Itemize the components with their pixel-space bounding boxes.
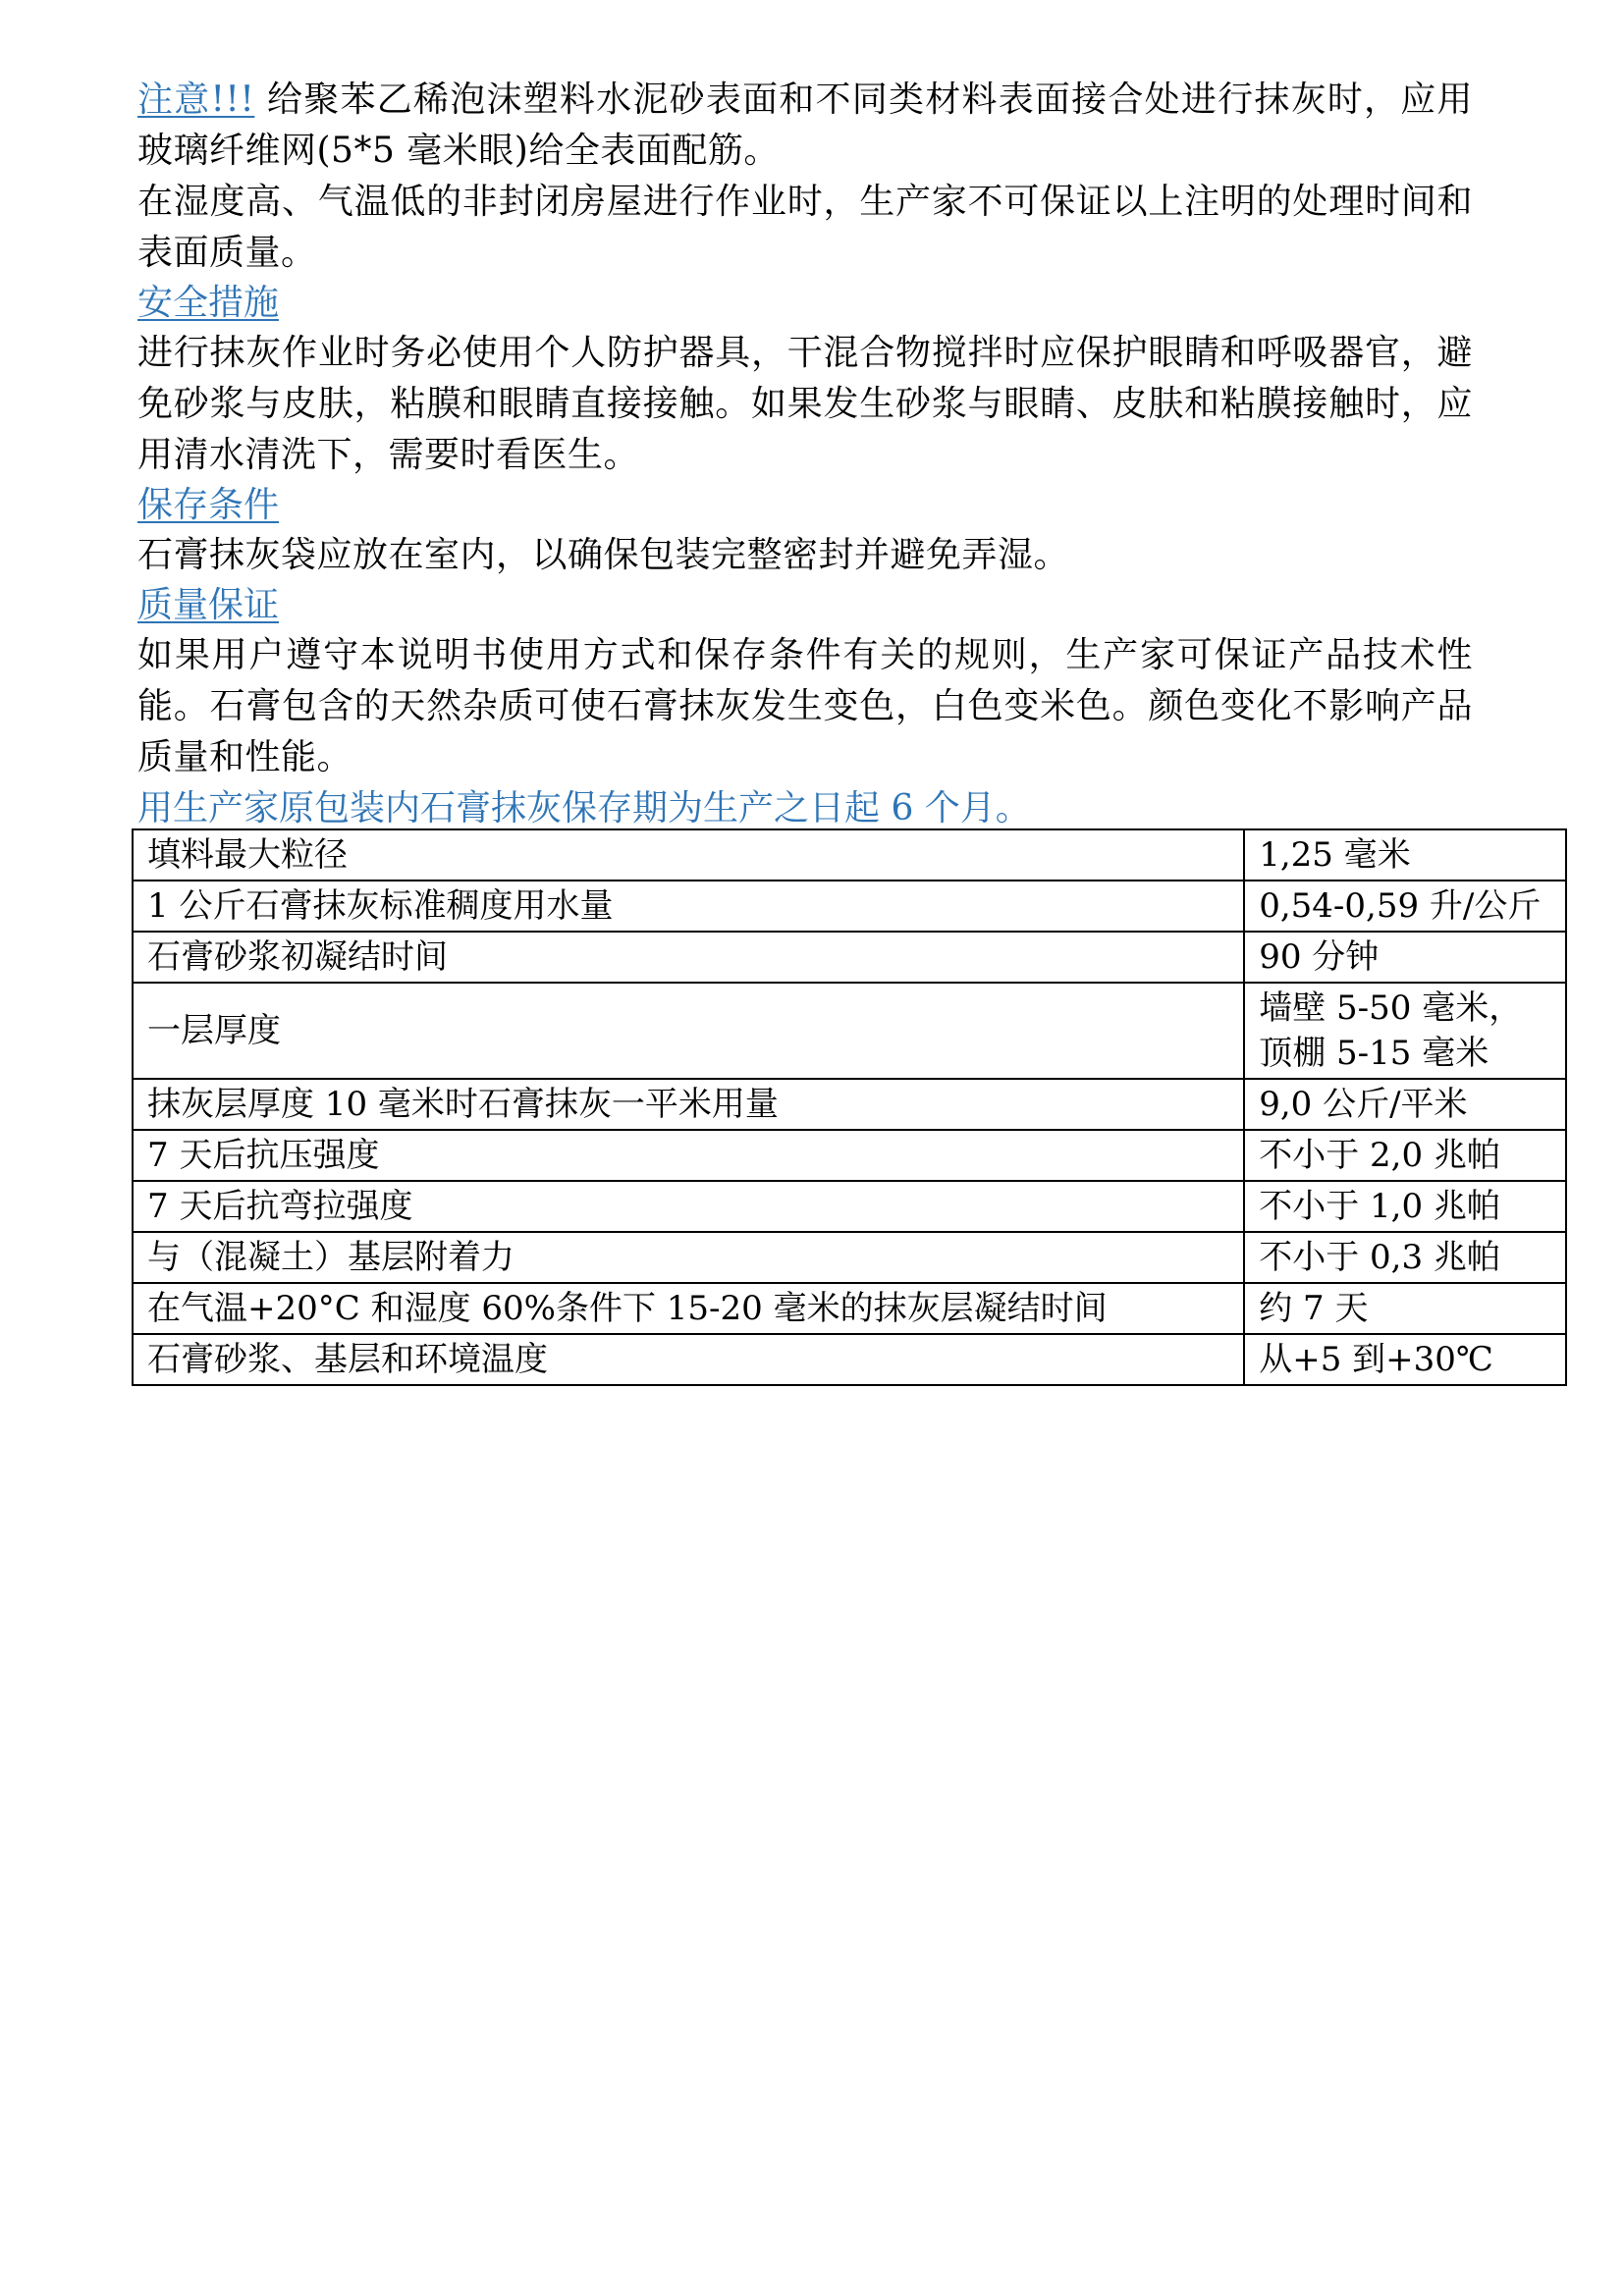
table-value-cell: 90 分钟 [1244, 932, 1566, 983]
table-param-cell: 石膏砂浆、基层和环境温度 [133, 1334, 1244, 1385]
note-text: 给聚苯乙稀泡沫塑料水泥砂表面和不同类材料表面接合处进行抹灰时，应用玻璃纤维网(5*5 毫米眼)给全表面配筋。 [137, 80, 1473, 171]
storage-paragraph: 石膏抹灰袋应放在室内，以确保包装完整密封并避免弄湿。 [137, 535, 1070, 575]
table-param-cell: 一层厚度 [133, 983, 1244, 1079]
table-param-cell: 抹灰层厚度 10 毫米时石膏抹灰一平米用量 [133, 1079, 1244, 1130]
note2-paragraph: 在湿度高、气温低的非封闭房屋进行作业时，生产家不可保证以上注明的处理时间和表面质量。 [137, 182, 1473, 273]
document-body [137, 75, 1473, 834]
quality-heading[interactable]: 质量保证 [137, 585, 280, 625]
storage-heading[interactable]: 保存条件 [137, 485, 280, 525]
table-param-cell: 填料最大粒径 [133, 829, 1244, 881]
table-row [133, 1283, 1566, 1334]
table-param-cell: 在气温+20°C 和湿度 60%条件下 15-20 毫米的抹灰层凝结时间 [133, 1283, 1244, 1334]
table-row [133, 829, 1566, 881]
note-link[interactable]: 注意!!! [137, 80, 255, 120]
table-param-cell: 1 公斤石膏抹灰标准稠度用水量 [133, 881, 1244, 932]
table-row [133, 1130, 1566, 1181]
table-row [133, 1232, 1566, 1283]
table-row [133, 983, 1566, 1079]
table-value-cell: 1,25 毫米 [1244, 829, 1566, 881]
table-row [133, 932, 1566, 983]
table-param-cell: 与（混凝土）基层附着力 [133, 1232, 1244, 1283]
table-param-cell: 7 天后抗弯拉强度 [133, 1181, 1244, 1232]
table-row [133, 881, 1566, 932]
spec-table [132, 828, 1567, 1386]
table-row [133, 1334, 1566, 1385]
table-param-cell: 7 天后抗压强度 [133, 1130, 1244, 1181]
table-value-cell: 约 7 天 [1244, 1283, 1566, 1334]
table-value-cell: 从+5 到+30℃ [1244, 1334, 1566, 1385]
table-param-cell: 石膏砂浆初凝结时间 [133, 932, 1244, 983]
table-value-cell: 不小于 2,0 兆帕 [1244, 1130, 1566, 1181]
table-row [133, 1079, 1566, 1130]
shelf-life-line: 用生产家原包装内石膏抹灰保存期为生产之日起 6 个月。 [137, 788, 1031, 828]
safety-heading[interactable]: 安全措施 [137, 283, 280, 323]
table-value-cell: 墙壁 5-50 毫米，顶棚 5-15 毫米 [1244, 983, 1566, 1079]
table-value-cell: 9,0 公斤/平米 [1244, 1079, 1566, 1130]
quality-paragraph: 如果用户遵守本说明书使用方式和保存条件有关的规则，生产家可保证产品技术性能。石膏包含的天然杂质可使石膏抹灰发生变色，白色变米色。颜色变化不影响产品质量和性能。 [137, 635, 1473, 777]
table-value-cell: 不小于 0,3 兆帕 [1244, 1232, 1566, 1283]
safety-paragraph: 进行抹灰作业时务必使用个人防护器具，干混合物搅拌时应保护眼睛和呼吸器官，避免砂浆与皮肤，粘膜和眼睛直接接触。如果发生砂浆与眼睛、皮肤和粘膜接触时，应用清水清洗下，需要时看医生。 [137, 333, 1473, 475]
table-value-cell: 0,54-0,59 升/公斤 [1244, 881, 1566, 932]
table-value-cell: 不小于 1,0 兆帕 [1244, 1181, 1566, 1232]
note-paragraph [137, 75, 1473, 177]
table-row [133, 1181, 1566, 1232]
